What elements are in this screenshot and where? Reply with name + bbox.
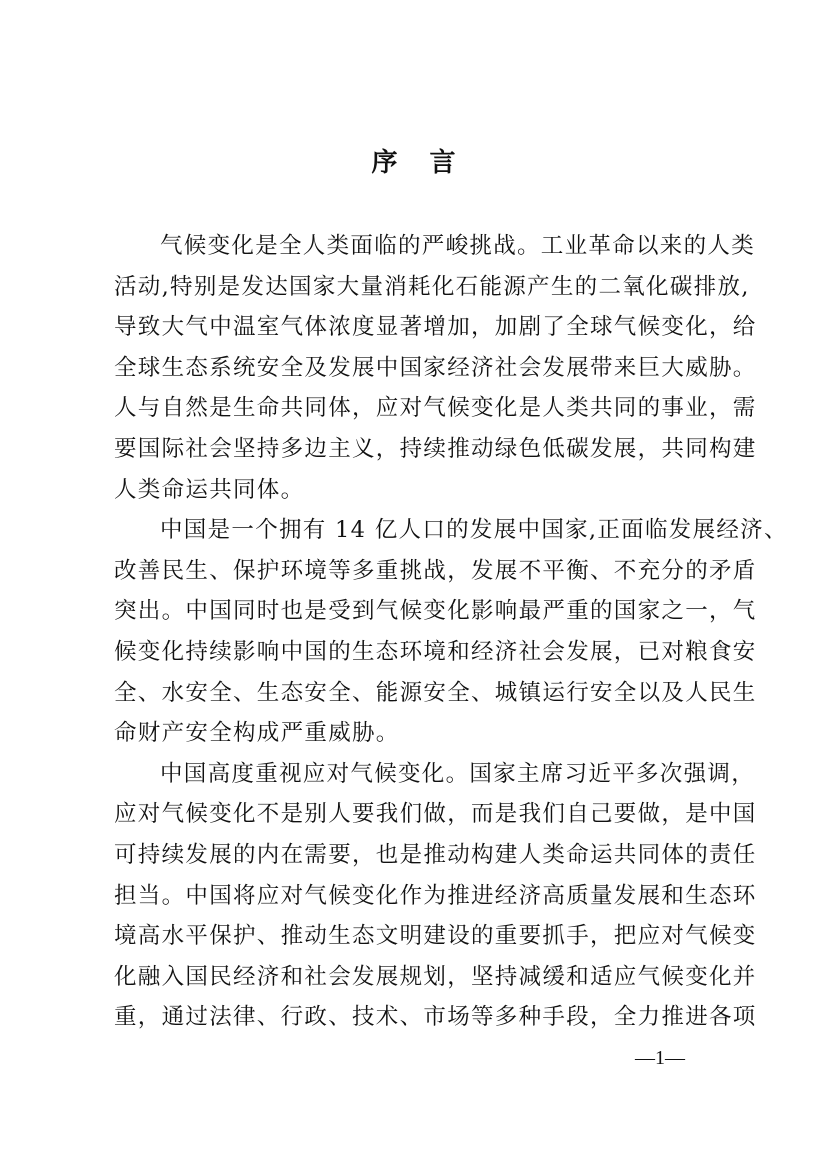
title-char-2: 言 (429, 148, 456, 178)
paragraph-line: 化融入国民经济和社会发展规划，坚持减缓和适应气候变化并 (114, 963, 757, 990)
paragraph-line: 人类命运共同体。 (114, 476, 305, 503)
paragraph-line: 担当。中国将应对气候变化作为推进经济高质量发展和生态环 (114, 882, 757, 909)
page-number: —1— (635, 1047, 685, 1069)
title-char-1: 序 (371, 148, 398, 178)
paragraph-line: 气候变化是全人类面临的严峻挑战。工业革命以来的人类 (160, 233, 756, 259)
paragraph-line: 全球生态系统安全及发展中国家经济社会发展带来巨大威胁。 (114, 354, 757, 381)
paragraph-line: 应对气候变化不是别人要我们做，而是我们自己要做，是中国 (114, 801, 757, 828)
paragraph-line: 命财产安全构成严重威胁。 (114, 720, 400, 747)
paragraph-line: 改善民生、保护环境等多重挑战，发展不平衡、不充分的矛盾 (114, 557, 757, 584)
paragraph-line: 中国是一个拥有 14 亿人口的发展中国家,正面临发展经济、 (160, 517, 788, 544)
paragraph-line: 重，通过法律、行政、技术、市场等多种手段，全力推进各项 (114, 1004, 757, 1031)
paragraph-line: 境高水平保护、推动生态文明建设的重要抓手，把应对气候变 (114, 923, 757, 950)
paragraph-line: 要国际社会坚持多边主义，持续推动绿色低碳发展，共同构建 (114, 435, 757, 462)
paragraph-line: 突出。中国同时也是受到气候变化影响最严重的国家之一，气 (114, 598, 757, 625)
paragraph-line: 人与自然是生命共同体，应对气候变化是人类共同的事业，需 (114, 395, 757, 422)
page-title (0, 142, 827, 179)
paragraph-line: 候变化持续影响中国的生态环境和经济社会发展，已对粮食安 (114, 638, 757, 665)
paragraph-line: 可持续发展的内在需要，也是推动构建人类命运共同体的责任 (114, 841, 757, 868)
paragraph-line: 导致大气中温室气体浓度显著增加，加剧了全球气候变化，给 (114, 314, 757, 341)
body-text (114, 226, 788, 1038)
paragraph-line: 全、水安全、生态安全、能源安全、城镇运行安全以及人民生 (114, 679, 757, 706)
paragraph-line: 中国高度重视应对气候变化。国家主席习近平多次强调， (160, 760, 756, 787)
paragraph-line: 活动,特别是发达国家大量消耗化石能源产生的二氧化碳排放, (114, 273, 750, 300)
